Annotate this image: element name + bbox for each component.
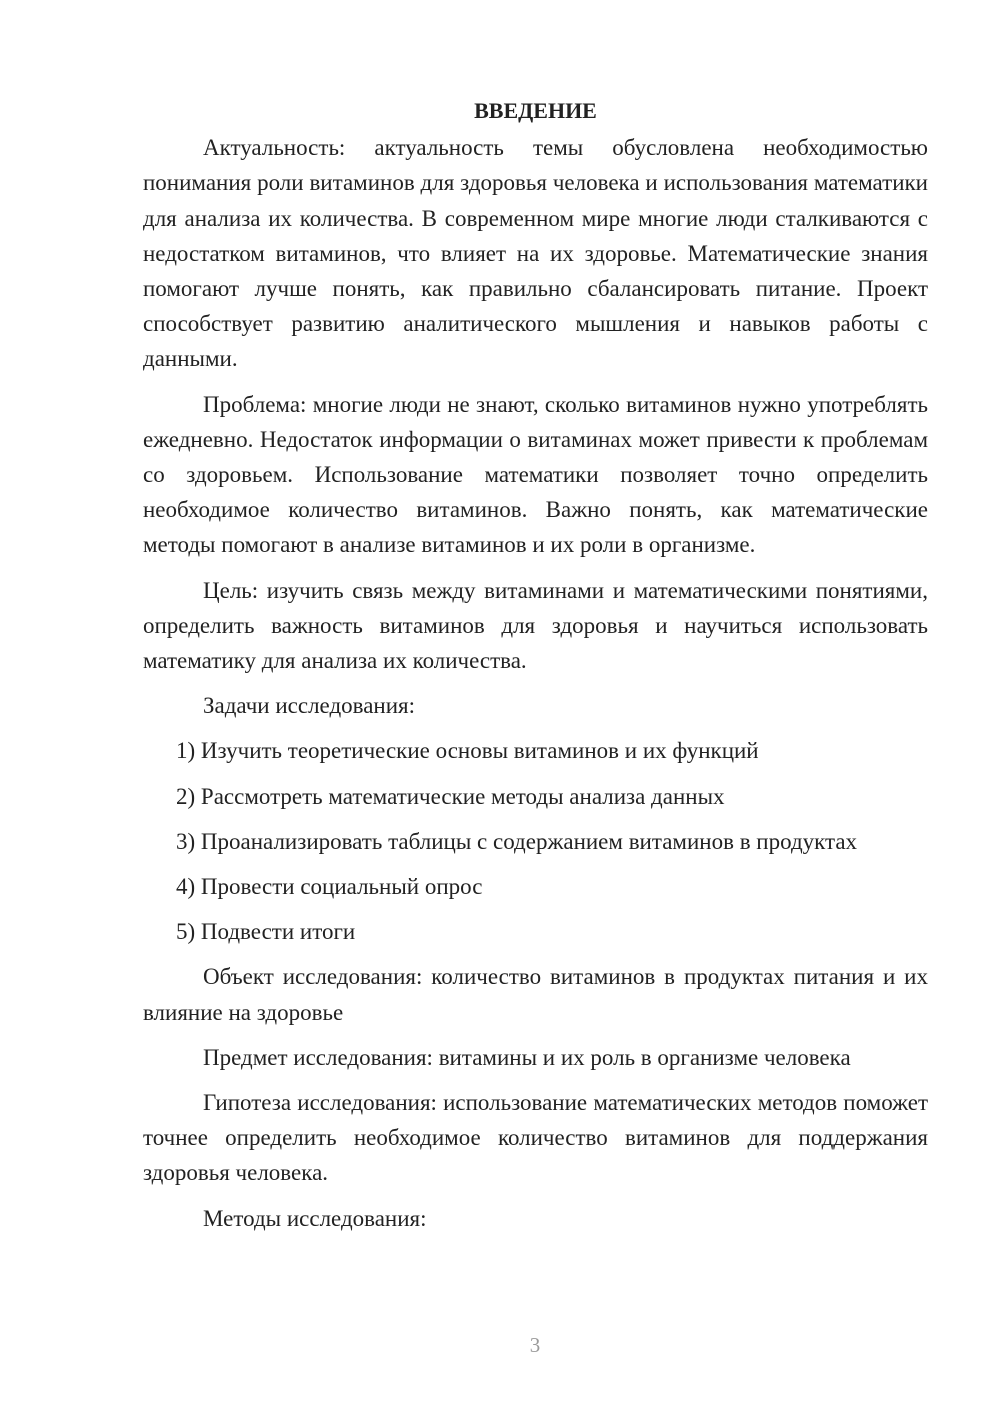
paragraph-problem: Проблема: многие люди не знают, сколько витаминов нужно употреблять ежедневно. Недостаток информации о витаминах может привести к проблемам со здоровьем. Использование математики позволяет точно определить необходимое количество витаминов. Важно понять, как математические методы помогают в анализе витаминов и их роли в организме. (143, 391, 928, 558)
page-title: ВВЕДЕНИЕ (474, 98, 597, 123)
methods-heading: Методы исследования: (203, 1205, 427, 1231)
paragraph-object: Объект исследования: количество витаминов в продуктах питания и их влияние на здоровье (143, 964, 928, 1025)
list-item: 5) Подвести итоги (176, 919, 356, 945)
tasks-list (143, 733, 928, 949)
tasks-heading: Задачи исследования: (203, 693, 416, 719)
page-content (143, 93, 928, 1246)
paragraph-goal: Цель: изучить связь между витаминами и математическими понятиями, определить важность витаминов для здоровья и научиться использовать математику для анализа их количества. (143, 577, 928, 674)
paragraph-relevance: Актуальность: актуальность темы обусловлена необходимостью понимания роли витаминов для здоровья человека и использования математики для анализа их количества. В современном мире многие люди сталкиваются с недостатком витаминов, что влияет на их здоровье. Математические знания помогают лучше понять, как правильно сбалансировать питание. Проект способствует развитию аналитического мышления и навыков работы с данными. (143, 135, 928, 372)
list-item: 2) Рассмотреть математические методы анализа данных (176, 783, 725, 809)
paragraph-hypothesis: Гипотеза исследования: использование математических методов поможет точнее определить необходимое количество витаминов для поддержания здоровья человека. (143, 1090, 928, 1186)
page-number: 3 (529, 1333, 541, 1357)
list-item: 1) Изучить теоретические основы витаминов и их функций (176, 738, 759, 764)
paragraph-subject: Предмет исследования: витамины и их роль в организме человека (203, 1044, 851, 1070)
list-item: 3) Проанализировать таблицы с содержанием витаминов в продуктах (176, 828, 858, 854)
list-item: 4) Провести социальный опрос (176, 874, 483, 900)
